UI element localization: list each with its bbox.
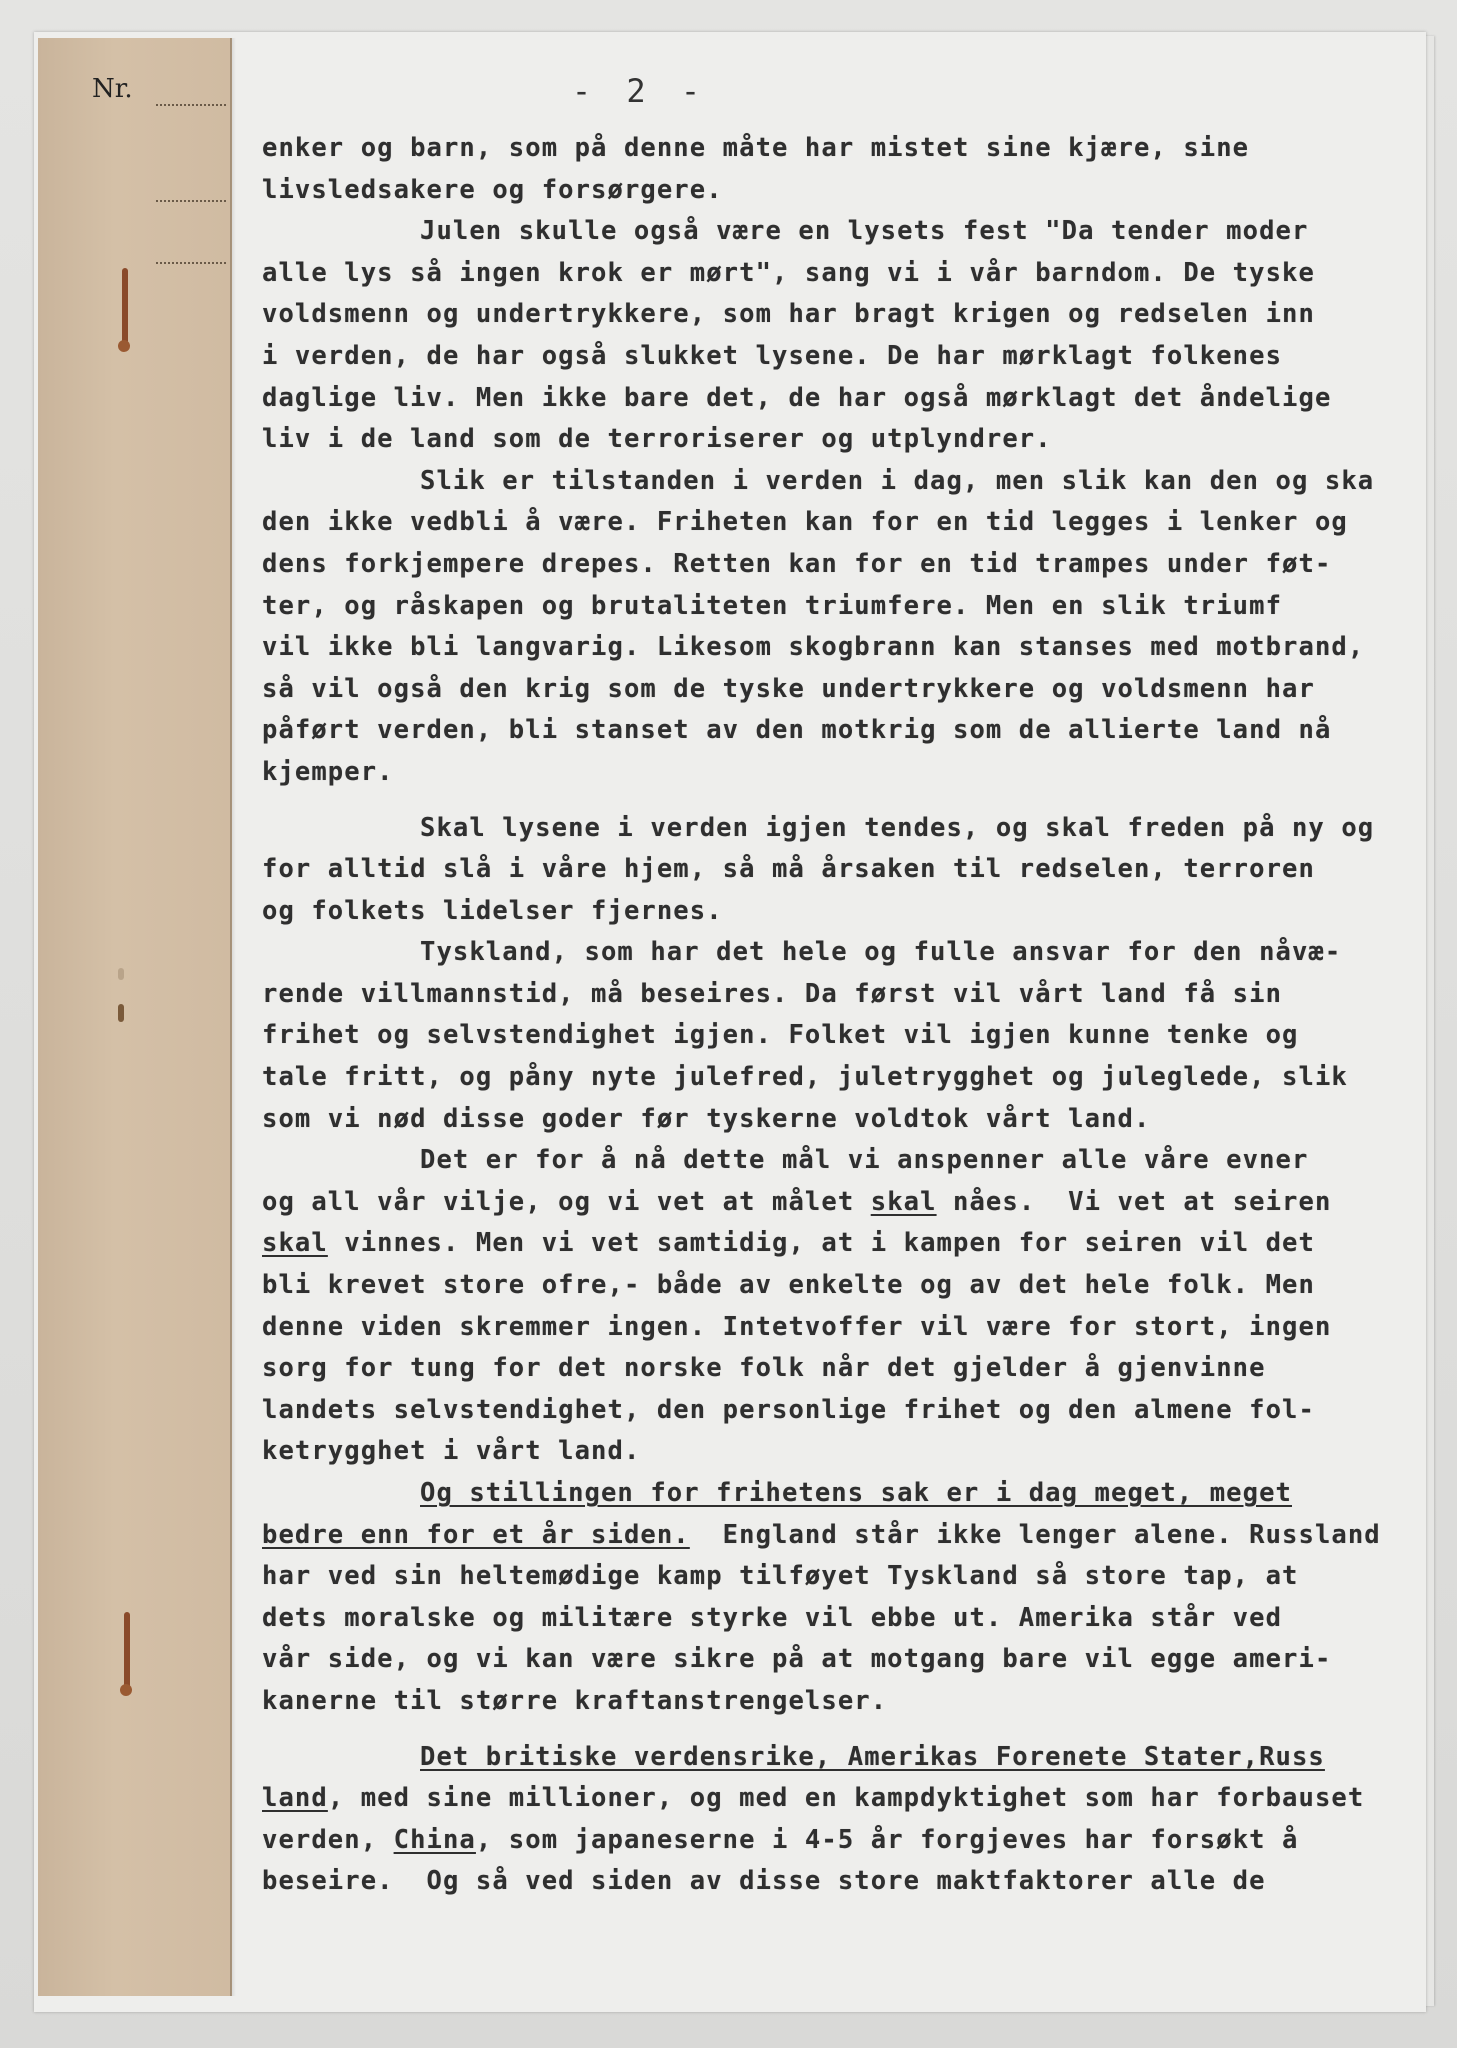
text-line: [262, 336, 1422, 378]
text-line: [262, 1778, 1422, 1820]
text-segment: dets moralske og militære styrke vil ebbe ut. Amerika står ved: [262, 1602, 1283, 1633]
text-line: [262, 419, 1422, 461]
paper-mark: [118, 968, 124, 980]
text-segment: , som japaneserne i 4-5 år forgjeves har forsøkt å: [475, 1824, 1299, 1855]
text-segment: Tyskland, som har det hele og fulle ansvar for den nåvæ-: [420, 937, 1342, 968]
text-line: [262, 627, 1422, 669]
text-line: [262, 1639, 1422, 1681]
text-line: [262, 1223, 1422, 1265]
text-line: [262, 1431, 1422, 1473]
text-line: [262, 1861, 1422, 1903]
staple-rust-mark: [118, 340, 130, 352]
text-line: [262, 1681, 1422, 1723]
text-line: [262, 1390, 1422, 1432]
text-line: [262, 461, 1422, 503]
staple-rust-mark: [124, 1612, 130, 1690]
text-line: [262, 849, 1422, 891]
text-line: [262, 1473, 1422, 1515]
staple-rust-mark: [122, 268, 128, 344]
text-segment: Skal lysene i verden igjen tendes, og skal freden på ny og: [420, 812, 1375, 843]
text-line: [262, 1556, 1422, 1598]
text-line: [262, 1057, 1422, 1099]
underlined-text: Det britiske verdensrike, Amerikas Forenete Stater,Russ: [420, 1741, 1325, 1772]
text-segment: vår side, og vi kan være sikre på at motgang bare vil egge ameri-: [262, 1644, 1332, 1675]
text-line: [262, 669, 1422, 711]
text-segment: så vil også den krig som de tyske undertrykkere og voldsmenn har: [262, 673, 1315, 704]
text-segment: og folkets lidelser fjernes.: [262, 895, 723, 926]
text-line: [262, 170, 1422, 212]
text-line: [262, 1099, 1422, 1141]
text-segment: denne viden skremmer ingen. Intetvoffer vil være for stort, ingen: [262, 1311, 1332, 1342]
text-segment: dens forkjempere drepes. Retten kan for en tid trampes under føt-: [262, 548, 1332, 579]
number-field-label: Nr.: [92, 74, 133, 104]
text-line: [262, 1140, 1422, 1182]
text-segment: kanerne til større kraftanstrengelser.: [262, 1685, 888, 1716]
text-segment: frihet og selvstendighet igjen. Folket vil igjen kunne tenke og: [262, 1020, 1299, 1051]
text-segment: , med sine millioner, og med en kampdyktighet som har forbauset: [327, 1783, 1365, 1814]
text-segment: sorg for tung for det norske folk når det gjelder å gjenvinne: [262, 1353, 1266, 1384]
text-segment: har ved sin heltemødige kamp tilføyet Tyskland så store tap, at: [262, 1561, 1299, 1592]
underlined-text: bedre enn for et år siden.: [262, 1519, 690, 1550]
text-line: [262, 891, 1422, 933]
text-line: [262, 752, 1422, 794]
text-line: [262, 294, 1422, 336]
text-segment: landets selvstendighet, den personlige frihet og den almene fol-: [262, 1394, 1315, 1425]
text-line: [262, 586, 1422, 628]
underlined-text: land: [262, 1783, 328, 1814]
number-field-line: [156, 104, 226, 106]
text-line: [262, 502, 1422, 544]
underlined-text: Og stillingen for frihetens sak er i dag meget, meget: [420, 1478, 1292, 1508]
underlined-text: skal: [870, 1186, 937, 1217]
text-line: [262, 808, 1422, 850]
text-line: [262, 1265, 1422, 1307]
text-line: [262, 1348, 1422, 1390]
typewritten-text: [262, 128, 1422, 1903]
paper-mark: [118, 1004, 124, 1022]
text-segment: livsledsakere og forsørgere.: [262, 174, 723, 205]
text-line: [262, 544, 1422, 586]
text-segment: beseire. Og så ved siden av disse store maktfaktorer alle de: [262, 1866, 1266, 1897]
text-segment: for alltid slå i våre hjem, så må årsaken til redselen, terroren: [262, 854, 1315, 885]
text-line: [262, 974, 1422, 1016]
text-segment: ketrygghet i vårt land.: [262, 1436, 641, 1467]
text-line: [262, 1820, 1422, 1862]
text-segment: i verden, de har også slukket lysene. De har mørklagt folkenes: [262, 340, 1283, 371]
text-segment: vinnes. Men vi vet samtidig, at i kampen for seiren vil det: [327, 1228, 1315, 1259]
text-segment: ter, og råskapen og brutaliteten triumfere. Men en slik triumf: [262, 590, 1283, 621]
staple-rust-mark: [120, 1684, 132, 1696]
paragraph-gap: [262, 794, 1422, 808]
text-line: [262, 1182, 1422, 1224]
underlined-text: China: [393, 1824, 476, 1855]
text-line: [262, 1737, 1422, 1779]
text-segment: England står ikke lenger alene. Russland: [689, 1519, 1381, 1550]
text-segment: alle lys så ingen krok er mørt", sang vi i vår barndom. De tyske: [262, 257, 1315, 288]
text-line: [262, 128, 1422, 170]
text-line: [262, 710, 1422, 752]
text-line: [262, 211, 1422, 253]
text-segment: kjemper.: [262, 756, 394, 787]
text-line: [262, 378, 1422, 420]
text-segment: enker og barn, som på denne måte har mistet sine kjære, sine: [262, 133, 1250, 163]
binding-strip: [38, 38, 232, 1996]
text-segment: og all vår vilje, og vi vet at målet: [262, 1186, 871, 1217]
binding-shadow: [230, 38, 236, 1996]
text-segment: tale fritt, og påny nyte julefred, juletrygghet og juleglede, slik: [262, 1062, 1348, 1093]
underlined-text: skal: [262, 1228, 328, 1259]
text-line: [262, 1015, 1422, 1057]
text-segment: den ikke vedbli å være. Friheten kan for en tid legges i lenker og: [262, 507, 1348, 538]
text-segment: liv i de land som de terroriserer og utplyndrer.: [262, 424, 1052, 455]
text-segment: Julen skulle også være en lysets fest "Da tender moder: [420, 216, 1309, 247]
text-segment: vil ikke bli langvarig. Likesom skogbrann kan stanses med motbrand,: [262, 632, 1365, 663]
text-segment: daglige liv. Men ikke bare det, de har også mørklagt det åndelige: [262, 382, 1332, 413]
text-segment: nåes. Vi vet at seiren: [936, 1186, 1332, 1217]
text-segment: Det er for å nå dette mål vi anspenner alle våre evner: [420, 1145, 1309, 1176]
page-number: - 2 -: [571, 72, 709, 110]
text-line: [262, 1515, 1422, 1557]
page-edge: [1426, 36, 1434, 2006]
text-line: [262, 253, 1422, 295]
text-segment: rende villmannstid, må beseires. Da først vil vårt land få sin: [262, 978, 1283, 1009]
paragraph-gap: [262, 1723, 1422, 1737]
text-segment: bli krevet store ofre,- både av enkelte og av det hele folk. Men: [262, 1270, 1315, 1301]
margin-dotted-line: [156, 262, 226, 264]
text-segment: påført verden, bli stanset av den motkrig som de allierte land nå: [262, 715, 1332, 746]
text-line: [262, 1598, 1422, 1640]
text-line: [262, 1307, 1422, 1349]
text-segment: verden,: [262, 1824, 394, 1855]
text-segment: som vi nød disse goder før tyskerne voldtok vårt land.: [262, 1103, 1151, 1134]
text-segment: voldsmenn og undertrykkere, som har bragt krigen og redselen inn: [262, 299, 1315, 330]
margin-dotted-line: [156, 200, 226, 202]
text-line: [262, 932, 1422, 974]
text-segment: Slik er tilstanden i verden i dag, men slik kan den og ska: [420, 465, 1375, 496]
